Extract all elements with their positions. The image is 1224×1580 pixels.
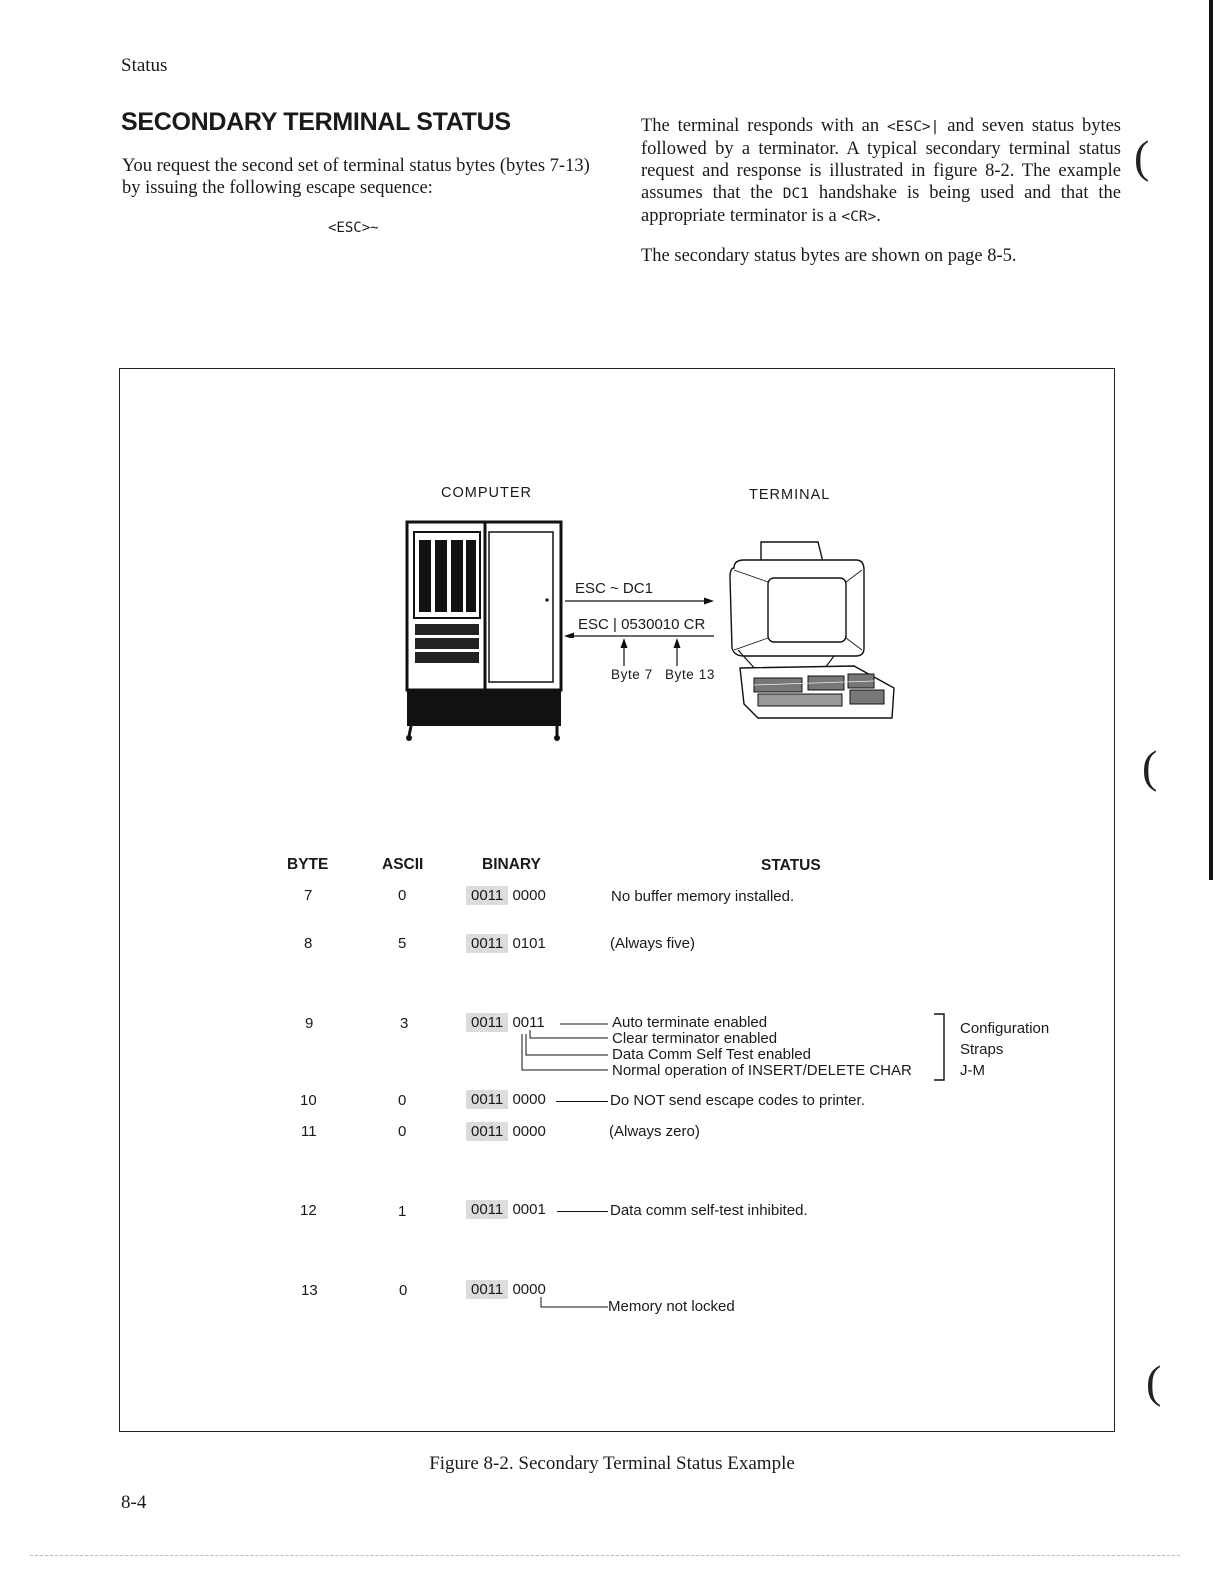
terminal-icon xyxy=(726,538,906,728)
binder-hole-mark: ( xyxy=(1146,1356,1162,1407)
status-bit-self-test: Data Comm Self Test enabled xyxy=(612,1046,811,1063)
binary-high-nibble: 0011 xyxy=(466,1280,508,1299)
leader-line xyxy=(556,1100,608,1104)
row11-binary xyxy=(466,1123,546,1140)
request-sequence: ESC ~ DC1 xyxy=(575,580,653,597)
binary-low-nibble: 0000 xyxy=(512,887,546,904)
row13-binary xyxy=(466,1281,546,1298)
row7-binary xyxy=(466,887,546,904)
row12-ascii: 1 xyxy=(398,1203,407,1220)
escape-sequence: <ESC>~ xyxy=(328,220,379,236)
row13-byte: 13 xyxy=(301,1282,318,1299)
row7-byte: 7 xyxy=(304,887,313,904)
row13-ascii: 0 xyxy=(399,1282,408,1299)
row7-status: No buffer memory installed. xyxy=(611,888,795,905)
bit-leader-lines xyxy=(518,1022,610,1074)
reference-paragraph: The secondary status bytes are shown on page 8-5. xyxy=(641,246,1017,266)
row10-ascii: 0 xyxy=(398,1092,407,1109)
binder-hole-mark: ( xyxy=(1142,741,1158,792)
code-dc1: DC1 xyxy=(782,186,809,202)
binder-hole-mark: ( xyxy=(1134,131,1150,182)
row12-byte: 12 xyxy=(300,1202,317,1219)
response-paragraph xyxy=(641,115,1121,228)
bracket-icon xyxy=(930,1012,948,1082)
status-bit-clear-terminator: Clear terminator enabled xyxy=(612,1030,778,1047)
response-sequence: ESC | 0530010 CR xyxy=(578,616,706,633)
computer-cabinet-icon xyxy=(405,520,565,742)
binary-low-nibble: 0001 xyxy=(512,1201,546,1218)
leader-line xyxy=(557,1210,608,1214)
terminal-label: TERMINAL xyxy=(749,487,831,503)
text-run: and seven status bytes followed by a terminator. A typical secondary terminal status request and response is illustrated in figure 8-2. The example assumes that the xyxy=(641,116,1121,203)
row10-byte: 10 xyxy=(300,1092,317,1109)
config-note xyxy=(960,1018,1049,1081)
row12-status: Data comm self-test inhibited. xyxy=(610,1202,808,1219)
row10-status: Do NOT send escape codes to printer. xyxy=(610,1092,865,1109)
config-note-line: Configuration xyxy=(960,1020,1050,1037)
config-note-line: J-M xyxy=(960,1062,985,1079)
leader-line xyxy=(538,1296,608,1310)
row11-status: (Always zero) xyxy=(609,1123,700,1140)
binary-high-nibble: 0011 xyxy=(466,886,508,905)
row11-ascii: 0 xyxy=(398,1123,407,1140)
header-byte: BYTE xyxy=(287,856,329,873)
status-bit-auto-terminate: Auto terminate enabled xyxy=(612,1014,768,1031)
scan-edge-mark xyxy=(1209,0,1213,880)
row9-status xyxy=(612,1015,912,1079)
binary-high-nibble: 0011 xyxy=(466,934,508,953)
byte13-label: Byte 13 xyxy=(665,667,715,682)
binary-low-nibble: 0011 xyxy=(512,1014,545,1031)
header-binary: BINARY xyxy=(482,856,541,873)
running-head: Status xyxy=(121,55,168,76)
scan-bottom-line xyxy=(30,1555,1180,1556)
header-status: STATUS xyxy=(761,857,821,874)
binary-low-nibble: 0000 xyxy=(512,1281,546,1298)
row13-status: Memory not locked xyxy=(608,1298,735,1315)
row11-byte: 11 xyxy=(301,1123,317,1140)
code-cr: <CR> xyxy=(841,209,877,225)
row8-status: (Always five) xyxy=(610,935,696,952)
row7-ascii: 0 xyxy=(398,887,407,904)
row8-binary xyxy=(466,935,546,952)
binary-high-nibble: 0011 xyxy=(466,1090,508,1109)
row8-ascii: 5 xyxy=(398,935,407,952)
section-title: SECONDARY TERMINAL STATUS xyxy=(121,108,511,136)
right-column xyxy=(641,115,1121,267)
text-run: The terminal responds with an xyxy=(641,116,887,136)
binary-low-nibble: 0101 xyxy=(512,935,546,952)
row10-binary xyxy=(466,1091,546,1108)
intro-paragraph: You request the second set of terminal status bytes (bytes 7-13) by issuing the following escape sequence: xyxy=(122,156,590,198)
figure-caption: Figure 8-2. Secondary Terminal Status Example xyxy=(429,1453,795,1474)
text-run: handshake is being used and that the appropriate terminator is a xyxy=(641,183,1121,226)
byte-pointer-arrows-icon xyxy=(615,636,685,668)
binary-low-nibble: 0000 xyxy=(512,1123,546,1140)
page-number: 8-4 xyxy=(121,1492,147,1513)
row12-binary xyxy=(466,1201,546,1218)
byte7-label: Byte 7 xyxy=(611,667,653,682)
row9-byte: 9 xyxy=(305,1015,314,1032)
row8-byte: 8 xyxy=(304,935,313,952)
binary-low-nibble: 0000 xyxy=(512,1091,546,1108)
config-note-line: Straps xyxy=(960,1041,1004,1058)
header-ascii: ASCII xyxy=(382,856,424,873)
text-run: . xyxy=(876,206,881,226)
status-bit-insert-delete: Normal operation of INSERT/DELETE CHAR xyxy=(612,1062,912,1079)
row9-ascii: 3 xyxy=(400,1015,409,1032)
binary-high-nibble: 0011 xyxy=(466,1200,508,1219)
computer-label: COMPUTER xyxy=(441,485,532,501)
binary-high-nibble: 0011 xyxy=(466,1013,508,1032)
binary-high-nibble: 0011 xyxy=(466,1122,508,1141)
code-esc-pipe: <ESC>| xyxy=(887,119,940,135)
